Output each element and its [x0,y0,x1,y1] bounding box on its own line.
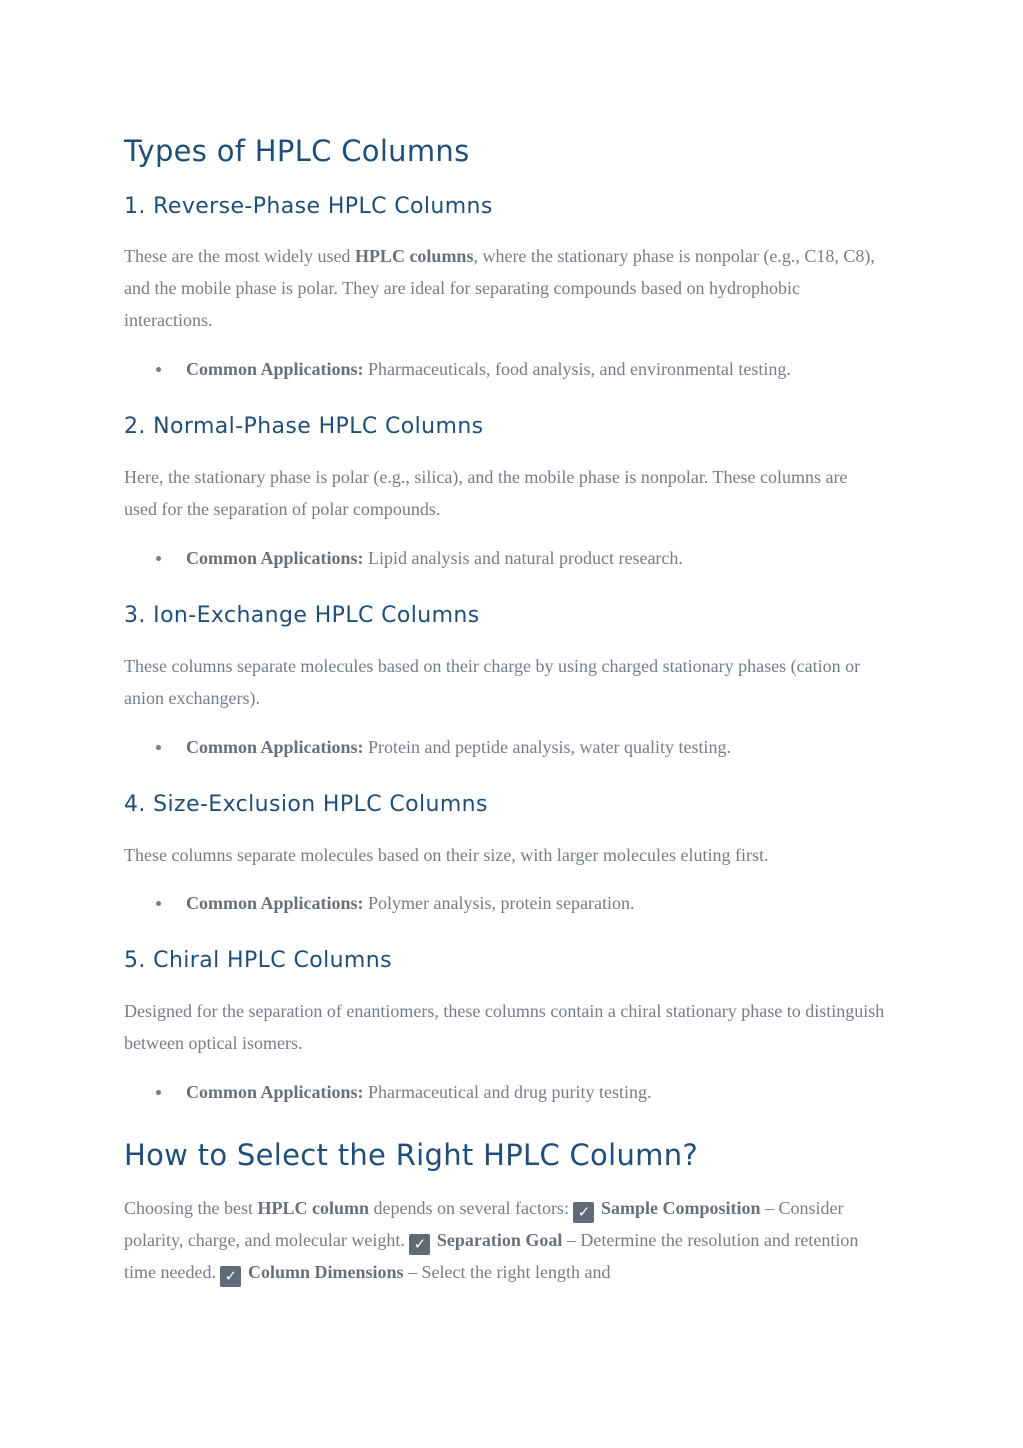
body-text: depends on several factors: [369,1198,574,1218]
section-body-reverse-phase [124,240,884,336]
bullet-icon [156,367,161,372]
selection-body [124,1192,894,1288]
selection-heading: How to Select the Right HPLC Column? [124,1138,699,1172]
list-item [124,542,924,574]
factor-text: – Consider polarity, charge, and molecular weight. [124,1198,844,1250]
checkmark-icon: ✓ [220,1266,241,1287]
bullet-icon [156,745,161,750]
body-text: , where the stationary phase is nonpolar (e.g., C18, C8), and the mobile phase is polar. They are ideal for separating compounds based on hydrophobic interactions. [124,246,875,330]
section-body-ion-exchange: These columns separate molecules based on their charge by using charged stationary phases (cation or anion exchangers). [124,656,861,708]
factor-label: Separation Goal [436,1230,563,1250]
applications-list-ion-exchange [124,731,924,763]
factor-text: – Determine the resolution and retention time needed. [124,1230,859,1282]
applications-label: Common Applications: [186,737,364,757]
section-body-normal-phase: Here, the stationary phase is polar (e.g., silica), and the mobile phase is nonpolar. These columns are used for the separation of polar compounds. [124,467,848,519]
applications-list-chiral [124,1076,924,1108]
page-title: Types of HPLC Columns [124,134,470,168]
applications-label: Common Applications: [186,548,364,568]
factor-label: Column Dimensions [247,1262,404,1282]
list-item [124,887,924,919]
bullet-icon [156,901,161,906]
applications-text: Polymer analysis, protein separation. [363,893,635,913]
list-item [124,1076,924,1108]
section-body-chiral: Designed for the separation of enantiomers, these columns contain a chiral stationary phase to distinguish between optical isomers. [124,1001,885,1053]
factor-label: Sample Composition [600,1198,761,1218]
section-heading-chiral: 5. Chiral HPLC Columns [124,948,392,973]
bold-term-hplc-columns: HPLC columns [354,246,474,266]
body-text: These are the most widely used [124,246,355,266]
applications-list-normal-phase [124,542,924,574]
section-body-size-exclusion: These columns separate molecules based on their size, with larger molecules eluting first. [124,845,769,865]
bullet-icon [156,556,161,561]
applications-text: Protein and peptide analysis, water quality testing. [363,737,731,757]
applications-label: Common Applications: [186,1082,364,1102]
applications-list-size-exclusion [124,887,924,919]
list-item [124,353,924,385]
applications-label: Common Applications: [186,359,364,379]
applications-text: Lipid analysis and natural product research. [363,548,683,568]
factor-text: – Select the right length and [403,1262,611,1282]
checkmark-icon: ✓ [573,1202,594,1223]
section-heading-size-exclusion: 4. Size-Exclusion HPLC Columns [124,792,488,817]
bold-term-hplc-column: HPLC column [257,1198,370,1218]
applications-text: Pharmaceuticals, food analysis, and environmental testing. [363,359,791,379]
applications-text: Pharmaceutical and drug purity testing. [363,1082,652,1102]
applications-label: Common Applications: [186,893,364,913]
section-heading-reverse-phase: 1. Reverse-Phase HPLC Columns [124,194,493,219]
checkmark-icon: ✓ [409,1234,430,1255]
body-text: Choosing the best [124,1198,258,1218]
section-heading-normal-phase: 2. Normal-Phase HPLC Columns [124,414,484,439]
bullet-icon [156,1090,161,1095]
section-heading-ion-exchange: 3. Ion-Exchange HPLC Columns [124,603,480,628]
list-item [124,731,924,763]
applications-list-reverse-phase [124,353,924,385]
